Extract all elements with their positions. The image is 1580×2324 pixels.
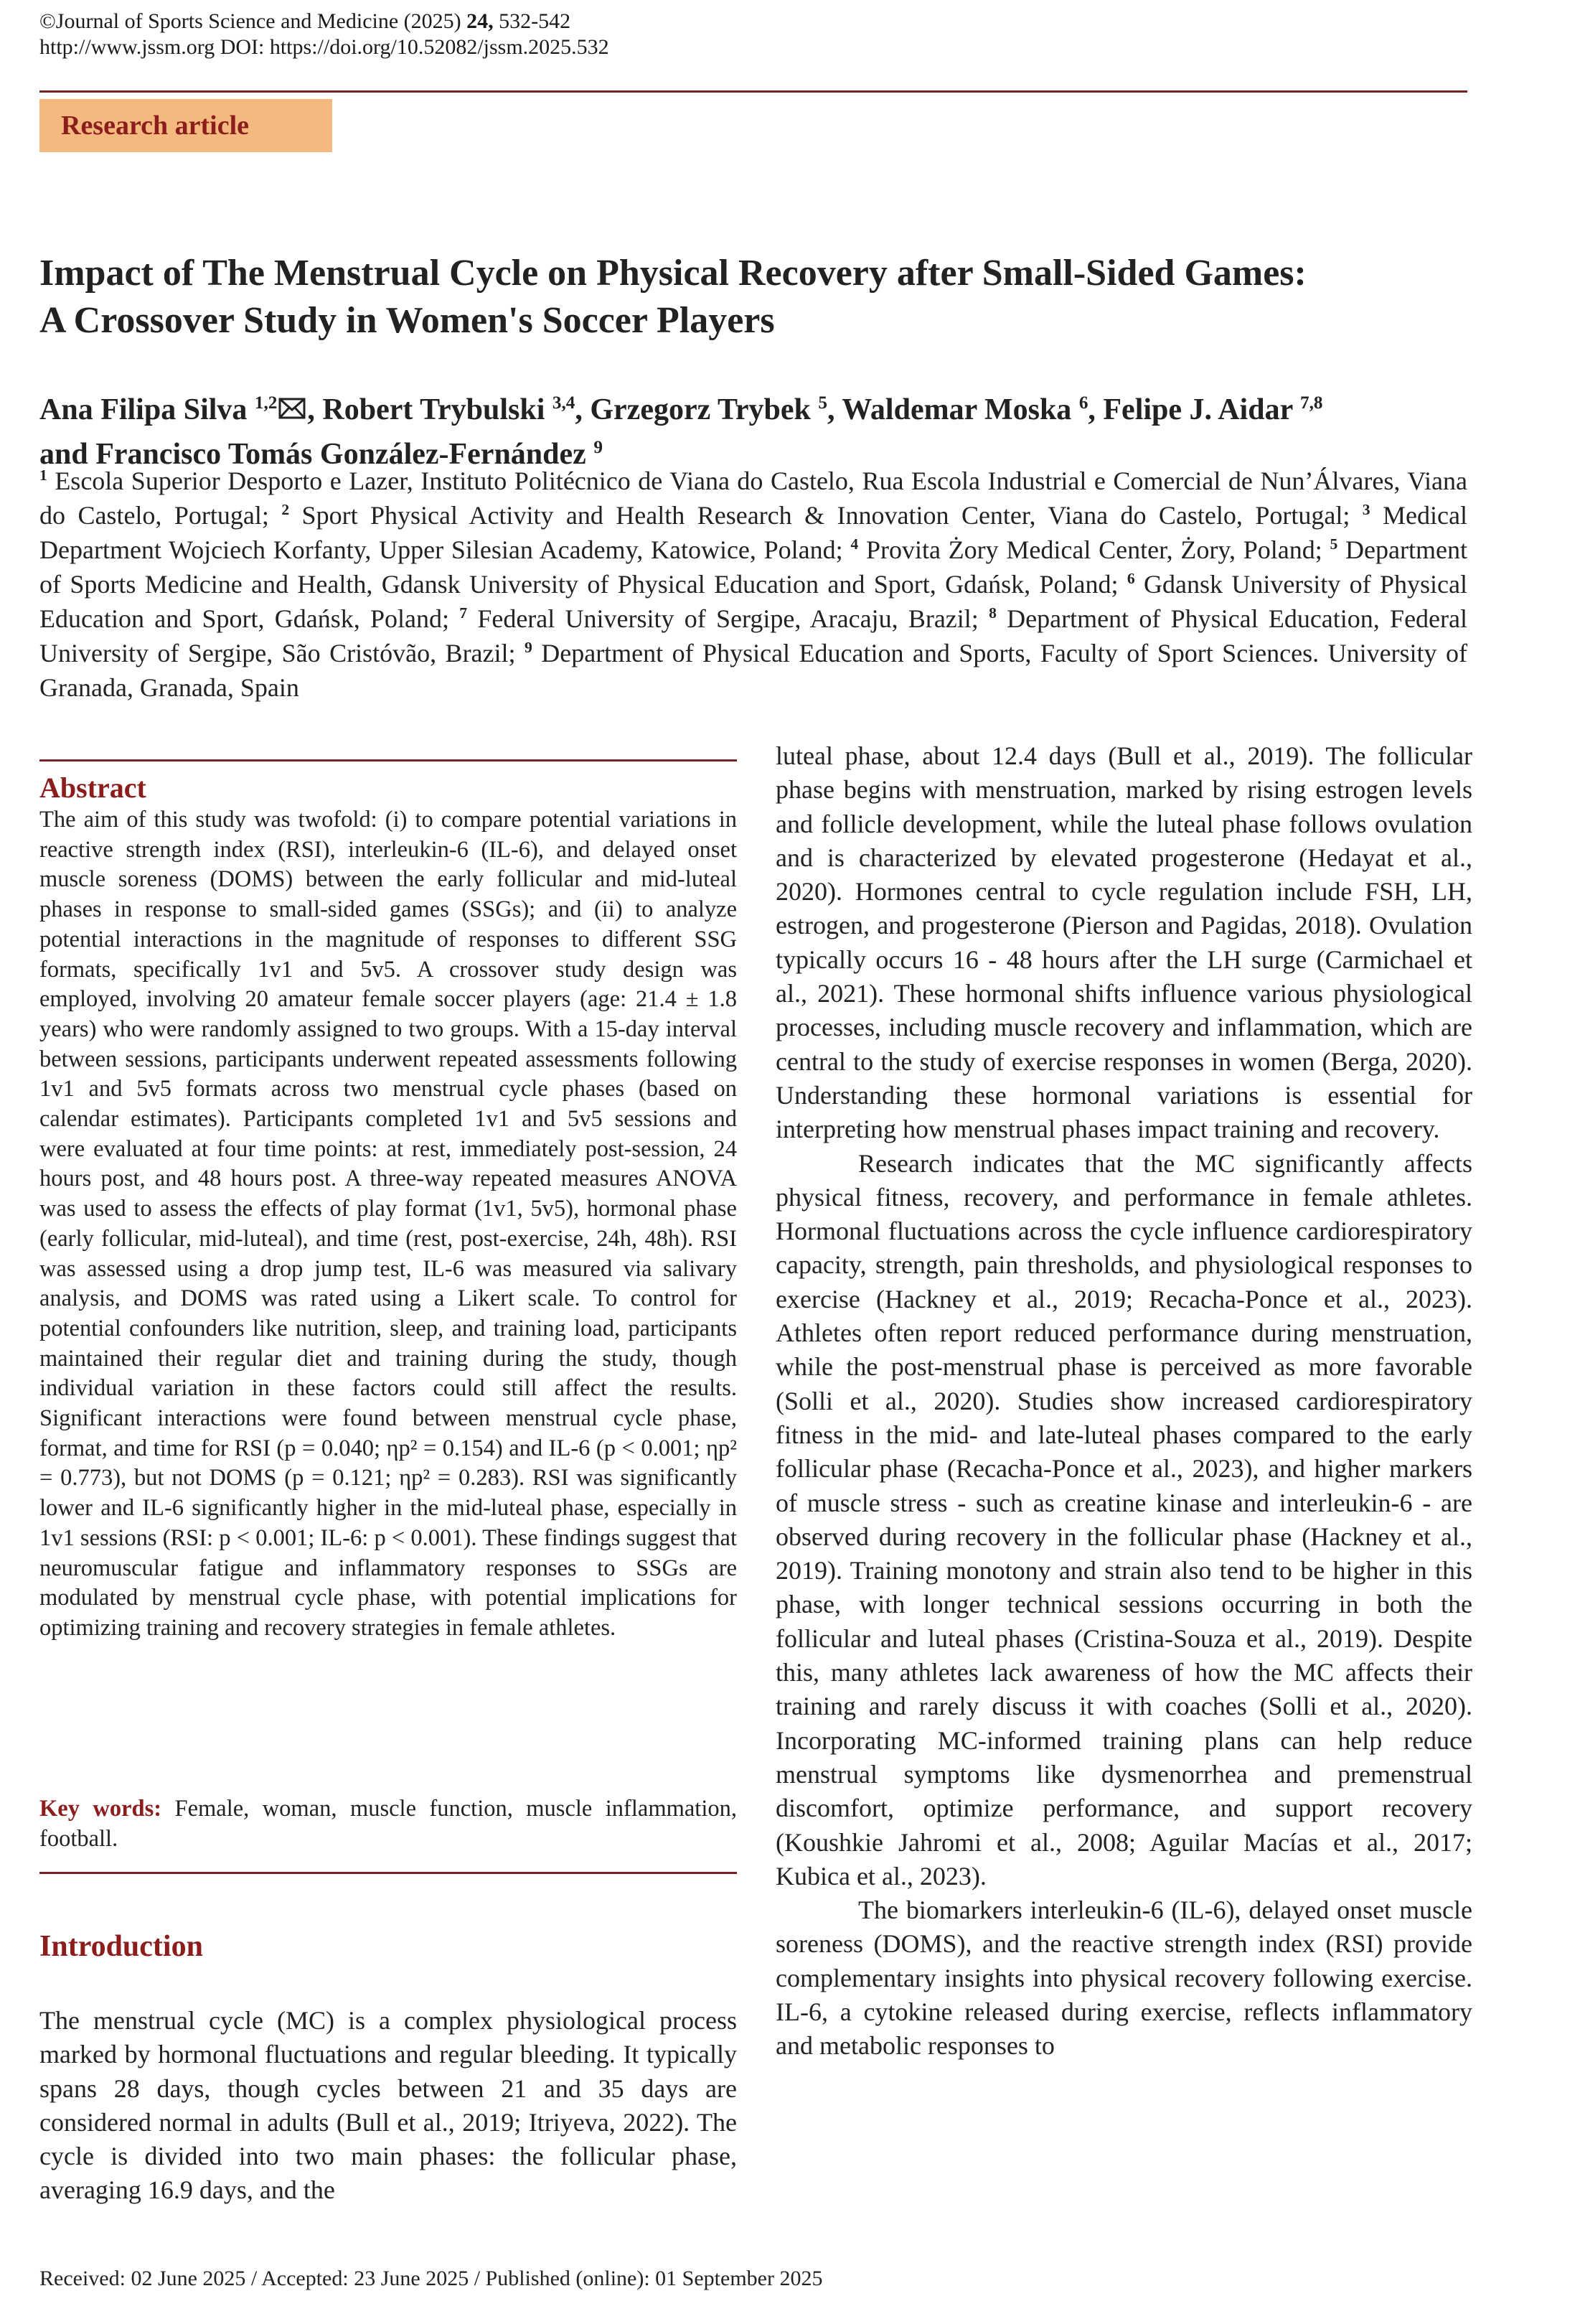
- introduction-text: The menstrual cycle (MC) is a complex physiological process marked by hormonal fluctuations and regular bleeding. It typically spans 28 days, though cycles between 21 and 35 days are considered normal in adults (Bull et al., 2019; Itriyeva, 2022). The cycle is divided into two main phases: the follicular phase, averaging 16.9 days, and the: [39, 2006, 737, 2205]
- paragraph: luteal phase, about 12.4 days (Bull et al., 2019). The follicular phase begins with menstruation, marked by rising estrogen levels and follicle development, while the luteal phase follows ovulation and is characterized by elevated progesterone (Hedayat et al., 2020). Hormones central to cycle regulation include FSH, LH, estrogen, and progesterone (Pierson and Pagidas, 2018). Ovulation typically occurs 16 - 48 hours after the LH surge (Carmichael et al., 2021). These hormonal shifts influence various physiological processes, including muscle recovery and inflammation, which are central to the study of exercise responses in women (Berga, 2020). Understanding these hormonal variations is essential for interpreting how menstrual phases impact training and recovery.: [776, 741, 1472, 1144]
- author-name: Robert Trybulski: [322, 393, 545, 426]
- affiliation: Escola Superior Desporto e Lazer, Instituto Politécnico de Viana do Castelo, Rua Escola Industrial e Comercial de Nun’Álvares, Viana do Castelo, Portugal;: [39, 467, 1467, 530]
- author-affil-ref: 9: [593, 438, 603, 458]
- title-line-1: Impact of The Menstrual Cycle on Physical Recovery after Small-Sided Games:: [39, 253, 1307, 294]
- journal-doi[interactable]: http://www.jssm.org DOI: https://doi.org/10.52082/jssm.2025.532: [39, 35, 609, 59]
- author-name: and Francisco Tomás González-Fernández: [39, 438, 586, 472]
- keywords-text: Female, woman, muscle function, muscle inflammation, football.: [39, 1796, 737, 1852]
- publication-dates: Received: 02 June 2025 / Accepted: 23 June 2025 / Published (online): 01 September 2025: [39, 2267, 823, 2290]
- abstract-text: The aim of this study was twofold: (i) to compare potential variations in reactive strength index (RSI), interleukin-6 (IL-6), and delayed onset muscle soreness (DOMS) between the early follicular and mid-luteal phases in response to small-sided games (SSGs); and (ii) to analyze potential interactions in the magnitude of responses to different SSG formats, specifically 1v1 and 5v5. A crossover study design was employed, involving 20 amateur female soccer players (age: 21.4 ± 1.8 years) who were randomly assigned to two groups. With a 15-day interval between sessions, participants underwent repeated assessments following 1v1 and 5v5 formats across two menstrual cycle phases (based on calendar estimates). Participants completed 1v1 and 5v5 sessions and were evaluated at four time points: at rest, immediately post-session, 24 hours post, and 48 hours post. A three-way repeated measures ANOVA was used to assess the effects of play format (1v1, 5v5), hormonal phase (early follicular, mid-luteal), and time (rest, post-exercise, 24h, 48h). RSI was assessed using a drop jump test, IL-6 was measured via salivary analysis, and DOMS was rated using a Likert scale. To control for potential confounders like nutrition, sleep, and training load, participants maintained their regular diet and training during the study, though individual variation in these factors could still affect the results. Significant interactions were found between menstrual cycle phase, format, and time for RSI (p = 0.040; ηp² = 0.154) and IL-6 (p < 0.001; ηp² = 0.773), but not DOMS (p = 0.121; ηp² = 0.283). RSI was significantly lower and IL-6 significantly higher in the mid-luteal phase, especially in 1v1 sessions (RSI: p < 0.001; IL-6: p < 0.001). These findings suggest that neuromuscular fatigue and inflammatory responses to SSGs are modulated by menstrual cycle phase, with potential implications for optimizing training and recovery strategies in female athletes.: [39, 807, 737, 1641]
- email-icon[interactable]: [278, 388, 306, 432]
- author-name: Waldemar Moska: [842, 393, 1072, 426]
- article-type-label: Research article: [61, 111, 250, 141]
- author-name: Grzegorz Trybek: [590, 393, 811, 426]
- author-affil-ref: 6: [1078, 393, 1088, 413]
- affiliation: Department of Sports Medicine and Health, Gdansk University of Physical Education and Sport, Gdańsk, Poland;: [39, 535, 1467, 599]
- paragraph: Research indicates that the MC significantly affects physical fitness, recovery, and performance in female athletes. Hormonal fluctuations across the cycle influence cardiorespiratory capacity, strength, pain thresholds, and physiological responses to exercise (Hackney et al., 2019; Recacha-Ponce et al., 2023). Athletes often report reduced performance during menstruation, while the post-menstrual phase is perceived as more favorable (Solli et al., 2020). Studies show increased cardiorespiratory fitness in the mid- and late-luteal phases compared to the early follicular phase (Recacha-Ponce et al., 2023), and higher markers of muscle stress - such as creatine kinase and interleukin-6 - are observed during recovery in the follicular phase (Hackney et al., 2019). Training monotony and strain also tend to be higher in this phase, with longer technical sessions occurring in both the follicular and luteal phases (Cristina-Souza et al., 2019). Despite this, many athletes lack awareness of how the MC affects their training and rarely discuss it with coaches (Solli et al., 2020). Incorporating MC-informed training plans can help reduce menstrual symptoms like dysmenorrhea and premenstrual discomfort, optimize performance, and support recovery (Koushkie Jahromi et al., 2008; Aguilar Macías et al., 2017; Kubica et al., 2023).: [776, 1148, 1472, 1890]
- affiliation: Department of Physical Education, Federal University of Sergipe, São Cristóvão, Brazil;: [39, 604, 1467, 667]
- affiliation: Department of Physical Education and Sports, Faculty of Sport Sciences. University of Granada, Granada, Spain: [39, 639, 1467, 702]
- abstract-heading: Abstract: [39, 772, 146, 804]
- affiliations: $^1$ Escola Superior Desporto e Lazer, Instituto Politécnico de Viana do Castelo, Rua Escola Industrial e Comercial de Nun’Álvares, Viana do Castelo, Portugal; $^2$ Sport Physical Activity and Health Research & Innovation Center, Viana do Castelo, Portugal; $^3$ Medical Department Wojciech Korfanty, Upper Silesian Academy, Katowice, Poland; $^4$ Provita Żory Medical Center, Żory, Poland; $^5$ Department of Sports Medicine and Health, Gdansk University of Physical Education and Sport, Gdańsk, Poland; $^6$ Gdansk University of Physical Education and Sport, Gdańsk, Poland; $^7$ Federal University of Sergipe, Aracaju, Brazil; $^8$ Department of Physical Education, Federal University of Sergipe, São Cristóvão, Brazil; $^9$ Department of Physical Education and Sports, Faculty of Sport Sciences. University of Granada, Granada, Spain: [39, 467, 1467, 702]
- abstract-top-rule: [39, 759, 737, 762]
- keywords: [39, 1794, 737, 1854]
- affiliation: Provita Żory Medical Center, Żory, Poland;: [858, 535, 1330, 564]
- journal-volume: 24,: [466, 9, 494, 33]
- introduction-heading: Introduction: [39, 1930, 203, 1963]
- title-line-2: A Crossover Study in Women's Soccer Players: [39, 300, 775, 341]
- author-affil-ref: 7,8: [1299, 393, 1323, 413]
- affiliation: Medical Department Wojciech Korfanty, Upper Silesian Academy, Katowice, Poland;: [39, 501, 1467, 564]
- author-affil-ref: 5: [818, 393, 827, 413]
- paper-title: [39, 250, 1475, 345]
- author-affil-ref: 3,4: [552, 393, 575, 413]
- abstract-bottom-rule: [39, 1872, 737, 1874]
- journal-pages: 532-542: [493, 9, 571, 33]
- journal-citation: [39, 9, 570, 34]
- author-affil-ref: 1,2: [254, 393, 278, 413]
- article-type-badge: [39, 99, 332, 152]
- journal-name: ©Journal of Sports Science and Medicine (2025): [39, 9, 467, 33]
- author-name: Ana Filipa Silva: [39, 393, 248, 426]
- affiliation: Sport Physical Activity and Health Research & Innovation Center, Viana do Castelo, Portugal;: [289, 501, 1363, 530]
- right-column: [776, 739, 1472, 2063]
- author-list: Ana Filipa Silva $^{1,2}$ , Robert Trybulski $^{3,4}$, Grzegorz Trybek $^5$, Waldemar Moska $^6$, Felipe J. Aidar $^{7,8}$ and Francisco Tomás González-Fernández $^9$: [39, 388, 1475, 477]
- paragraph: The biomarkers interleukin-6 (IL-6), delayed onset muscle soreness (DOMS), and the reactive strength index (RSI) provide complementary insights into physical recovery following exercise. IL-6, a cytokine released during exercise, reflects inflammatory and metabolic responses to: [776, 1896, 1472, 2061]
- affiliation: Federal University of Sergipe, Aracaju, Brazil;: [467, 604, 989, 633]
- keywords-label: Key words:: [39, 1796, 162, 1822]
- header-rule: [39, 90, 1467, 93]
- author-name: Felipe J. Aidar: [1103, 393, 1293, 426]
- affiliation: Gdansk University of Physical Education and Sport, Gdańsk, Poland;: [39, 570, 1467, 633]
